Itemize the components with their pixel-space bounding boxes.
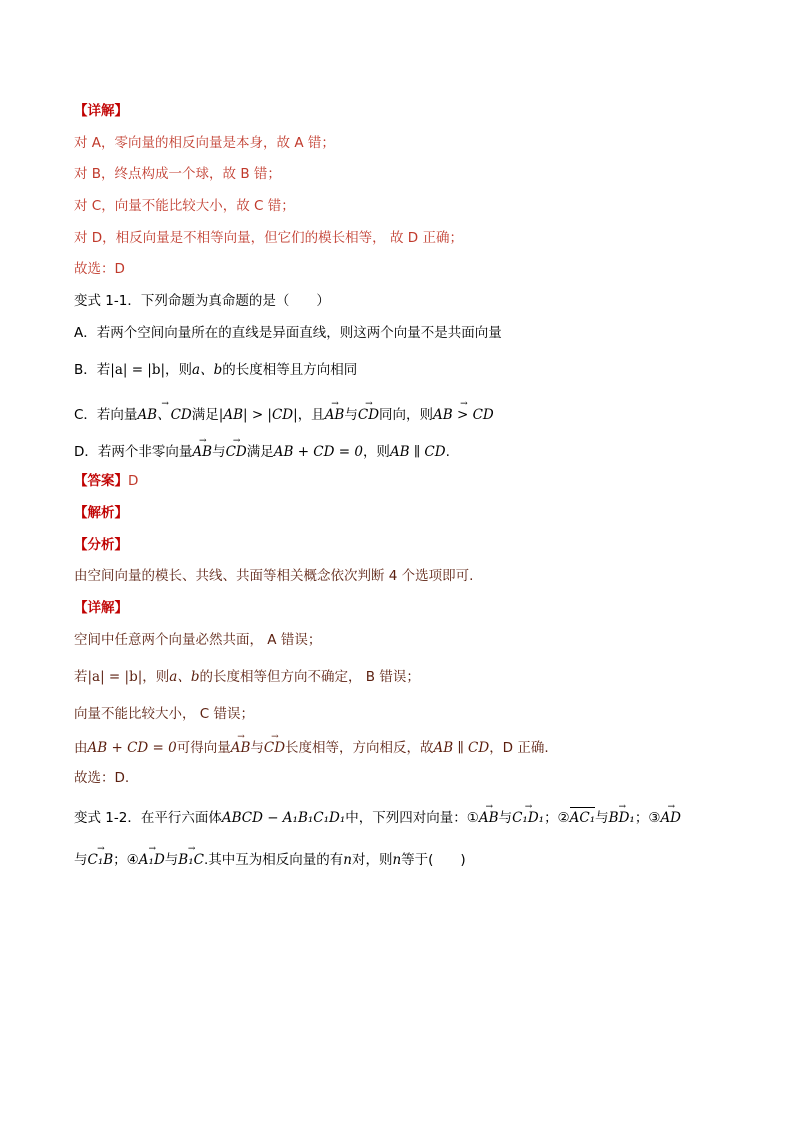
option-c: C．若向量→ AB、CD满足|AB| > |CD|，且→ AB与→ CD同向，则→ AB > CD — [74, 403, 494, 425]
question-1-2-line2: 与→ C₁B；④→ A₁D与→ B₁C.其中互为相反向量的有n对，则n等于( ) — [74, 848, 466, 870]
answer-choice-1: 故选：D — [74, 261, 125, 277]
heading-fenxi: 【分析】 — [74, 537, 128, 553]
question-1-1: 变式 1-1．下列命题为真命题的是（ ） — [74, 293, 330, 309]
analysis-text: 由空间向量的模长、共线、共面等相关概念依次判断 4 个选项即可. — [74, 568, 474, 584]
detail-b: 若|a| = |b|，则a、b的长度相等但方向不确定， B 错误； — [74, 669, 420, 685]
answer-line: 【答案】D — [74, 473, 139, 489]
line-c: 对 C，向量不能比较大小，故 C 错； — [74, 198, 295, 214]
detail-a: 空间中任意两个向量必然共面， A 错误； — [74, 632, 322, 648]
option-a: A．若两个空间向量所在的直线是异面直线，则这两个向量不是共面向量 — [74, 325, 502, 341]
line-b: 对 B，终点构成一个球，故 B 错； — [74, 166, 281, 182]
detail-c: 向量不能比较大小， C 错误； — [74, 706, 255, 722]
heading-detail-2: 【详解】 — [74, 600, 128, 616]
heading-detail-1: 【详解】 — [74, 103, 128, 119]
line-d: 对 D，相反向量是不相等向量，但它们的模长相等， 故 D 正确； — [74, 230, 463, 246]
option-d: D．若两个非零向量→ AB与→ CD满足AB + CD = 0，则AB ∥ CD. — [74, 440, 450, 462]
question-1-2-line1: 变式 1-2．在平行六面体ABCD − A₁B₁C₁D₁中，下列四对向量：①→ AB与→ C₁D₁；②AC₁与→ BD₁；③→ AD — [74, 806, 681, 828]
answer-choice-2: 故选：D. — [74, 770, 130, 786]
detail-d: 由AB + CD = 0可得向量→ AB与→ CD长度相等，方向相反，故AB ∥ CD，D 正确. — [74, 736, 549, 758]
heading-analysis: 【解析】 — [74, 505, 128, 521]
line-a: 对 A，零向量的相反向量是本身，故 A 错； — [74, 135, 335, 151]
option-b: B．若|a| = |b|，则a、b的长度相等且方向相同 — [74, 362, 358, 378]
